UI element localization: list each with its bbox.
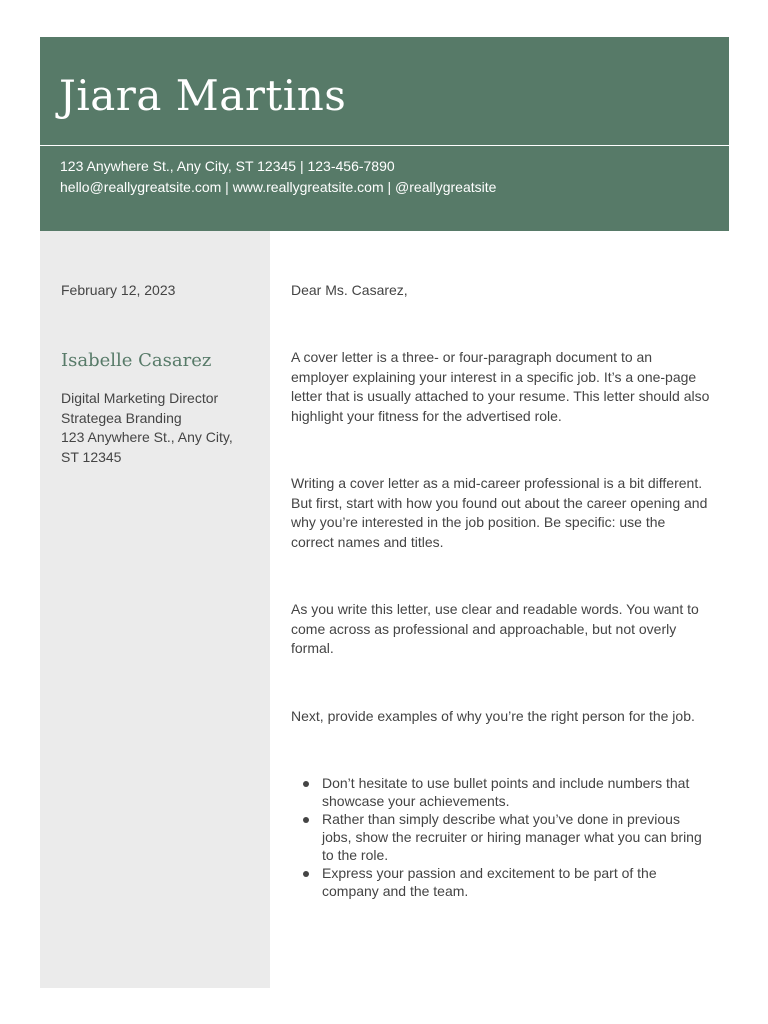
recipient-company: Strategea Branding [61,409,182,426]
bullet-text: Rather than simply describe what you’ve done in previous jobs, show the recruiter or hiring manager what you can bring to the role. [322,811,702,863]
bullet-dot-icon [303,781,309,787]
paragraph-2: Writing a cover letter as a mid-career professional is a bit different. But first, start with how you found out about the career opening and why you’re interested in the job position. Be specific: use the correct names and titles. [291,475,708,551]
letter-date: February 12, 2023 [61,282,176,298]
bullet-text: Don’t hesitate to use bullet points and include numbers that showcase your achievements. [322,775,690,809]
paragraph-1: A cover letter is a three- or four-paragraph document to an employer explaining your interest in a specific job. It’s a one-page letter that is usually attached to your resume. This letter should also highlight your fitness for the advertised role. [291,349,710,425]
bullet-dot-icon [303,871,309,877]
recipient-title: Digital Marketing Director [61,390,219,406]
sender-name: Jiara Martins [59,71,347,120]
sidebar [40,231,270,988]
bullet-item [291,774,711,810]
paragraph-3: As you write this letter, use clear and readable words. You want to come across as professional and approachable, but not overly formal. [291,601,699,657]
contact-email-web-social: hello@reallygreatsite.com | www.reallygreatsite.com | @reallygreatsite [60,179,497,195]
bullet-item [291,864,711,900]
letterhead [40,37,729,231]
sender-contact [60,156,496,198]
bullet-text: Express your passion and excitement to be part of the company and the team. [322,865,657,899]
recipient-address-line1: 123 Anywhere St., Any City, [61,429,233,445]
salutation: Dear Ms. Casarez, [291,282,408,298]
bullet-list [291,774,711,900]
contact-address-phone: 123 Anywhere St., Any City, ST 12345 | 123-456-7890 [60,158,395,174]
recipient-name: Isabelle Casarez [61,350,212,371]
header-divider [40,145,729,146]
bullet-dot-icon [303,817,309,823]
bullet-item [291,810,711,864]
recipient-address-line2: ST 12345 [61,448,122,465]
paragraph-4: Next, provide examples of why you’re the right person for the job. [291,708,695,724]
recipient-details [61,389,261,467]
